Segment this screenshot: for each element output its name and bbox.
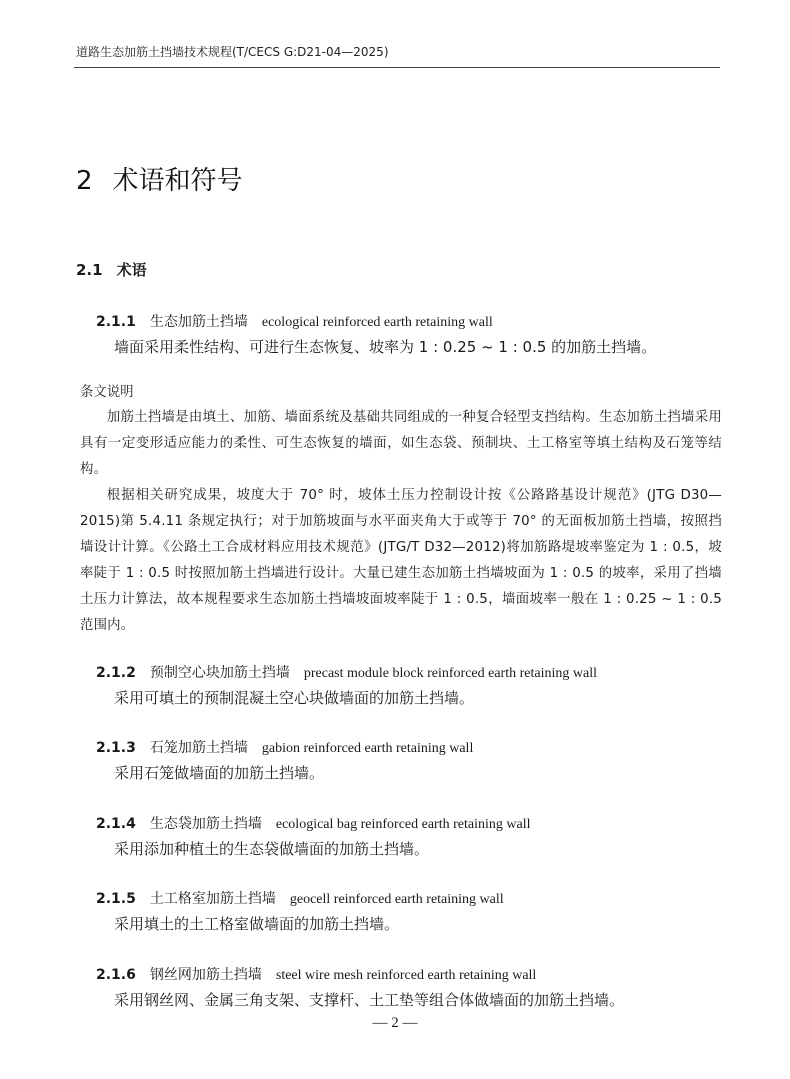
section-name: 术语	[116, 261, 147, 279]
term-chinese: 生态袋加筋土挡墙	[149, 816, 262, 832]
term-english: geocell reinforced earth retaining wall	[289, 892, 504, 907]
term-chinese: 土工格室加筋土挡墙	[149, 891, 276, 907]
term-english: ecological bag reinforced earth retaining wall	[275, 817, 531, 832]
term-definition: 采用钢丝网、金属三角支架、支撑杆、土工垫等组合体做墙面的加筋土挡墙。	[114, 991, 625, 1009]
explanation-paragraph: 根据相关研究成果，坡度大于 70° 时，坡体土压力控制设计按《公路路基设计规范》(JTG D30—2015)第 5.4.11 条规定执行；对于加筋坡面与水平面夹角大于或等于 70° 的无面板加筋土挡墙，按照挡墙设计计算。《公路土工合成材料应用技术规范》(JTG/T D32—2012)将加筋路堤坡率鉴定为 1 : 0.5，坡率陡于 1 : 0.5 时按照加筋土挡墙进行设计。大量已建生态加筋土挡墙坡面为 1 : 0.5 的坡率，采用了挡墙土压力计算法，故本规程要求生态加筋土挡墙坡面坡率陡于 1 : 0.5，墙面坡率一般在 1 : 0.25 ~ 1 : 0.5 范围内。	[80, 488, 722, 633]
page-number: — 2 —	[372, 1015, 418, 1031]
clause-number: 2.1.1	[96, 314, 136, 330]
section-number: 2.1	[76, 261, 103, 279]
term-clause	[96, 812, 726, 861]
chapter-title	[76, 160, 243, 197]
term-definition: 采用添加种植土的生态袋做墙面的加筋土挡墙。	[114, 840, 430, 858]
term-clause	[96, 887, 726, 936]
clause-explanation	[80, 381, 722, 639]
term-clause	[96, 963, 726, 1012]
explanation-label: 条文说明	[80, 385, 134, 400]
term-heading	[96, 963, 726, 988]
term-definition: 采用填土的土工格室做墙面的加筋土挡墙。	[114, 915, 400, 933]
term-heading	[96, 736, 726, 761]
header-rule	[74, 67, 720, 68]
clause-number: 2.1.5	[96, 891, 136, 907]
term-heading	[96, 887, 726, 912]
clause-number: 2.1.6	[96, 967, 136, 983]
term-chinese: 生态加筋土挡墙	[149, 314, 248, 330]
term-clause	[96, 310, 726, 359]
chapter-name: 术语和符号	[112, 166, 243, 196]
term-english: steel wire mesh reinforced earth retaining wall	[275, 968, 537, 983]
clause-number: 2.1.2	[96, 665, 136, 681]
term-heading	[96, 310, 726, 335]
term-definition: 采用石笼做墙面的加筋土挡墙。	[114, 764, 325, 782]
explanation-paragraph: 加筋土挡墙是由填土、加筋、墙面系统及基础共同组成的一种复合轻型支挡结构。生态加筋土挡墙采用具有一定变形适应能力的柔性、可生态恢复的墙面，如生态袋、预制块、土工格室等填土结构及石笼等结构。	[80, 410, 722, 477]
term-heading	[96, 661, 726, 686]
running-header: 道路生态加筋土挡墙技术规程(T/CECS G:D21-04—2025)	[76, 45, 389, 59]
clause-number: 2.1.4	[96, 816, 136, 832]
term-chinese: 石笼加筋土挡墙	[149, 740, 248, 756]
term-clause	[96, 736, 726, 785]
chapter-number: 2	[76, 166, 93, 196]
clause-number: 2.1.3	[96, 740, 136, 756]
term-heading	[96, 812, 726, 837]
term-definition: 采用可填土的预制混凝土空心块做墙面的加筋土挡墙。	[114, 689, 475, 707]
term-english: ecological reinforced earth retaining wall	[261, 315, 493, 330]
term-chinese: 钢丝网加筋土挡墙	[149, 967, 262, 983]
section-heading	[76, 259, 147, 280]
term-english: gabion reinforced earth retaining wall	[261, 741, 474, 756]
term-definition: 墙面采用柔性结构、可进行生态恢复、坡率为 1 : 0.25 ~ 1 : 0.5 的加筋土挡墙。	[114, 338, 657, 356]
term-clause	[96, 661, 726, 710]
term-english: precast module block reinforced earth retaining wall	[303, 666, 597, 681]
term-chinese: 预制空心块加筋土挡墙	[149, 665, 290, 681]
